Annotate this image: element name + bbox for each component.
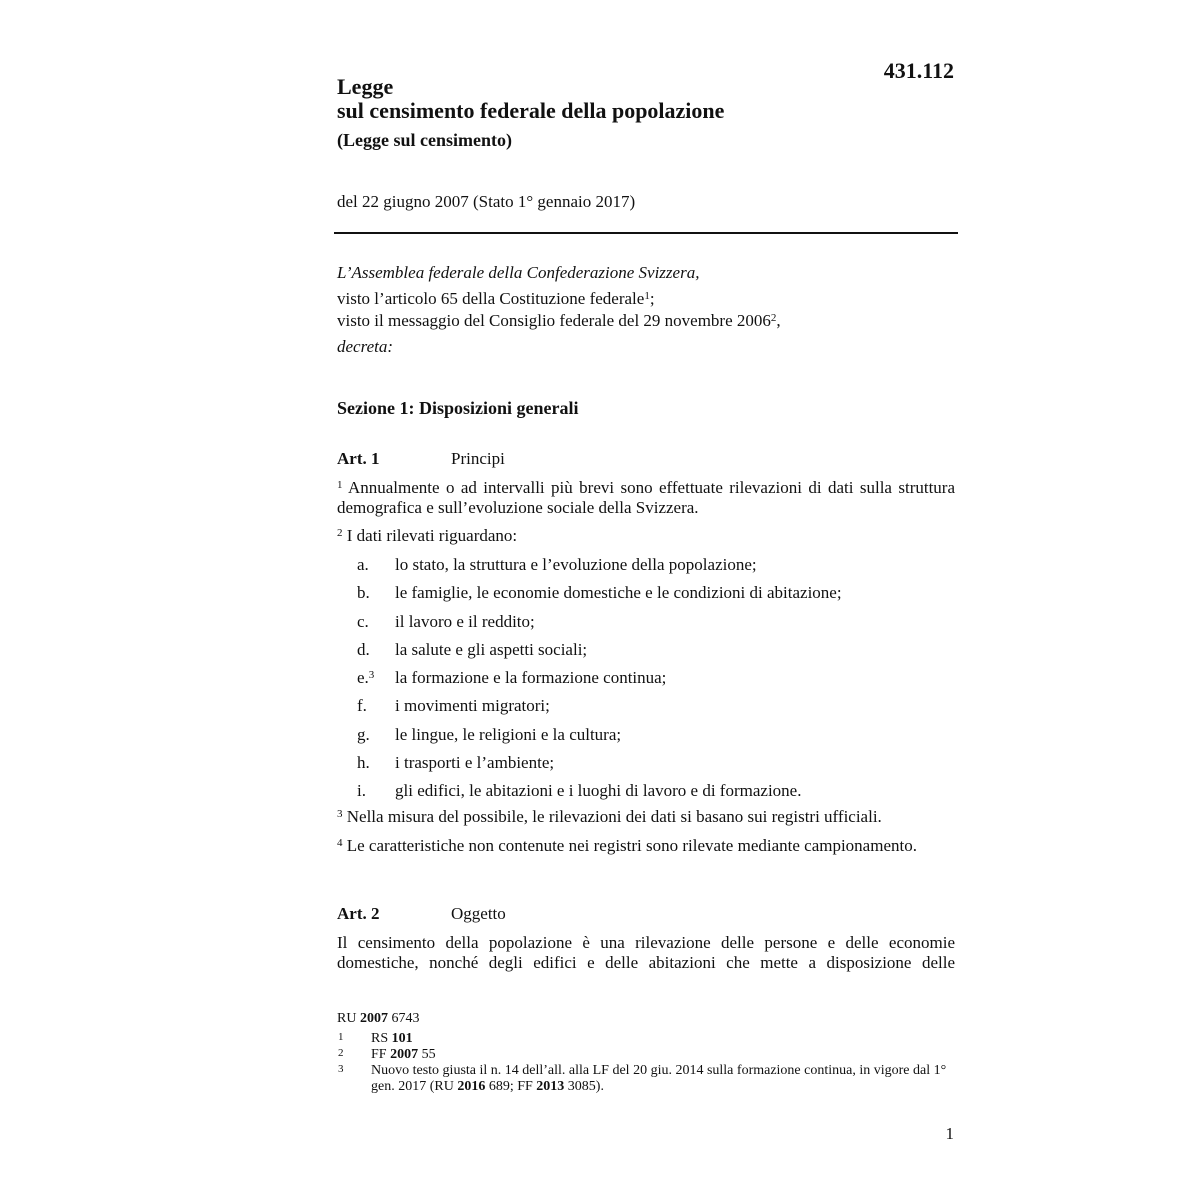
- list-item-letter: b.: [357, 583, 370, 602]
- list-item-text: i movimenti migratori;: [395, 696, 550, 715]
- list-item-text: la formazione e la formazione continua;: [395, 668, 667, 687]
- preamble-assembly: L’Assemblea federale della Confederazione Svizzera,: [337, 263, 700, 282]
- law-title-line2: sul censimento federale della popolazione: [337, 98, 725, 123]
- list-item-letter: g.: [357, 725, 370, 744]
- list-item-text: gli edifici, le abitazioni e i luoghi di lavoro e di formazione.: [395, 781, 802, 800]
- footnote-number: 1: [338, 1031, 344, 1043]
- list-item-text: il lavoro e il reddito;: [395, 612, 535, 631]
- footnote-ref-3[interactable]: 3: [368, 669, 375, 681]
- footnote-number: 3: [338, 1063, 344, 1075]
- document-number: 431.112: [883, 58, 954, 83]
- list-item-text: le famiglie, le economie domestiche e le condizioni di abitazione;: [395, 583, 842, 602]
- article-paragraph: $^4$ Le caratteristiche non contenute nei registri sono rilevate mediante campionamento.: [337, 836, 917, 855]
- footnote-text: Nuovo testo giusta il n. 14 dell’all. alla LF del 20 giu. 2014 sulla formazione continua, in vigore dal 1° gen. 2017 (RU 2016 689; FF 2013 3085).: [371, 1063, 947, 1094]
- preamble-decreta: decreta:: [337, 337, 394, 356]
- section-heading: Sezione 1: Disposizioni generali: [337, 398, 579, 418]
- list-item-letter: e.$^3$: [357, 668, 375, 687]
- page-number: 1: [945, 1124, 954, 1143]
- footnote-ref-2[interactable]: 2: [770, 312, 777, 324]
- list-item-letter: f.: [357, 696, 367, 715]
- preamble-visto-constitution: visto l’articolo 65 della Costituzione federale$^1$;: [337, 289, 655, 308]
- law-date: del 22 giugno 2007 (Stato 1° gennaio 2017): [337, 192, 636, 211]
- law-title-line1: Legge: [337, 74, 394, 99]
- article-paragraph: Il censimento della popolazione è una rilevazione delle persone e delle economie domestiche, nonché degli edifici e delle abitazioni che mette a disposizione delle: [337, 933, 955, 972]
- list-item-text: la salute e gli aspetti sociali;: [395, 640, 588, 659]
- official-compilation-ref: RU 2007 6743: [337, 1011, 420, 1026]
- article-title: Oggetto: [451, 904, 506, 923]
- list-item-letter: i.: [357, 781, 366, 800]
- article-number: Art. 1: [337, 449, 380, 468]
- list-item-letter: c.: [357, 612, 369, 631]
- list-item-letter: d.: [357, 640, 370, 659]
- footnote-text: FF 2007 55: [371, 1047, 436, 1062]
- footnote-text: RS 101: [371, 1031, 413, 1046]
- article-paragraph: $^2$ I dati rilevati riguardano:: [337, 526, 518, 545]
- header-divider: [334, 232, 958, 234]
- article-paragraph: $^3$ Nella misura del possibile, le rilevazioni dei dati si basano sui registri ufficiali.: [337, 807, 882, 826]
- list-item-text: i trasporti e l’ambiente;: [395, 753, 555, 772]
- preamble-visto-message: visto il messaggio del Consiglio federale del 29 novembre 2006$^2$,: [337, 311, 781, 330]
- list-item-text: le lingue, le religioni e la cultura;: [395, 725, 622, 744]
- footnote-number: 2: [338, 1047, 344, 1059]
- article-number: Art. 2: [337, 904, 380, 923]
- list-item-letter: h.: [357, 753, 370, 772]
- article-paragraph: $^1$ Annualmente o ad intervalli più brevi sono effettuate rilevazioni di dati sulla struttura demografica e sull’evoluzione sociale della Svizzera.: [337, 478, 956, 517]
- footnote-ref-1[interactable]: 1: [644, 290, 650, 302]
- list-item-text: lo stato, la struttura e l’evoluzione della popolazione;: [395, 555, 757, 574]
- law-short-title: (Legge sul censimento): [337, 130, 512, 150]
- list-item-letter: a.: [357, 555, 369, 574]
- article-title: Principi: [451, 449, 505, 468]
